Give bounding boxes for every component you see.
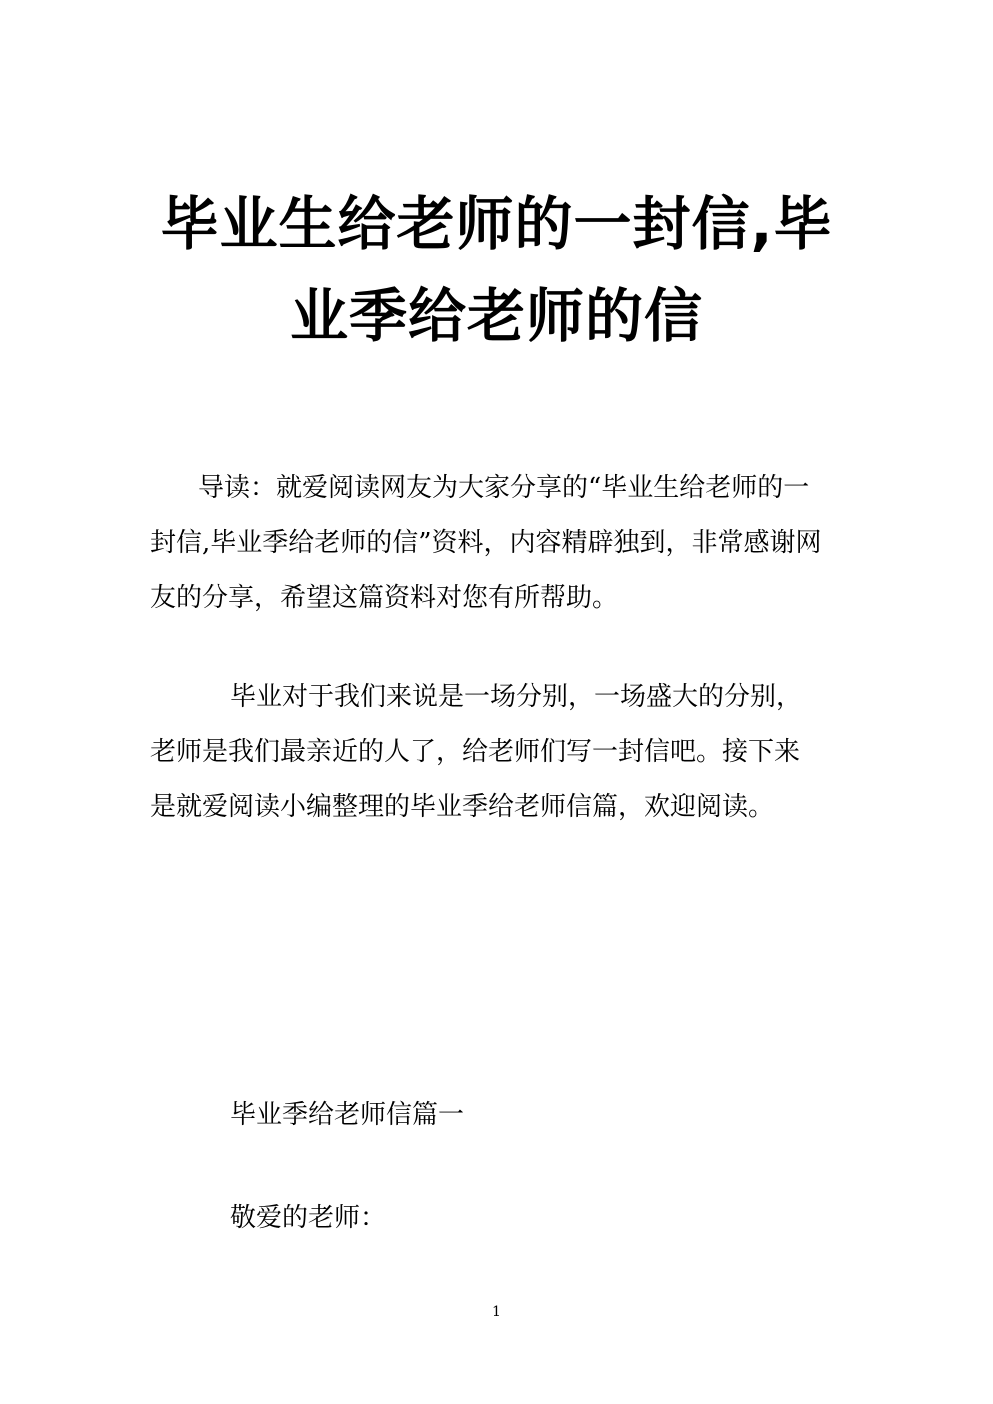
title-line: 业季给老师的信: [289, 282, 703, 350]
intro-line: 导读：就爱阅读网友为大家分享的“毕业生给老师的一: [198, 473, 810, 503]
preface-line: 毕业对于我们来说是一场分别，一场盛大的分别，: [230, 682, 803, 712]
page-number: 1: [492, 1304, 501, 1320]
intro-line: 封信,毕业季给老师的信”资料，内容精辟独到，非常感谢网: [150, 528, 822, 558]
section-title: 毕业季给老师信篇一: [230, 1100, 465, 1130]
intro-paragraph: [150, 461, 850, 626]
preface-paragraph: [150, 670, 850, 835]
preface-line: 老师是我们最亲近的人了，给老师们写一封信吧。接下来: [150, 737, 801, 767]
preface-line: 是就爱阅读小编整理的毕业季给老师信篇，欢迎阅读。: [150, 792, 775, 822]
title-line: 毕业生给老师的一封信,毕: [160, 190, 833, 258]
intro-line: 友的分享，希望这篇资料对您有所帮助。: [150, 583, 619, 613]
document-title: [140, 178, 853, 362]
salutation: 敬爱的老师：: [230, 1203, 387, 1233]
